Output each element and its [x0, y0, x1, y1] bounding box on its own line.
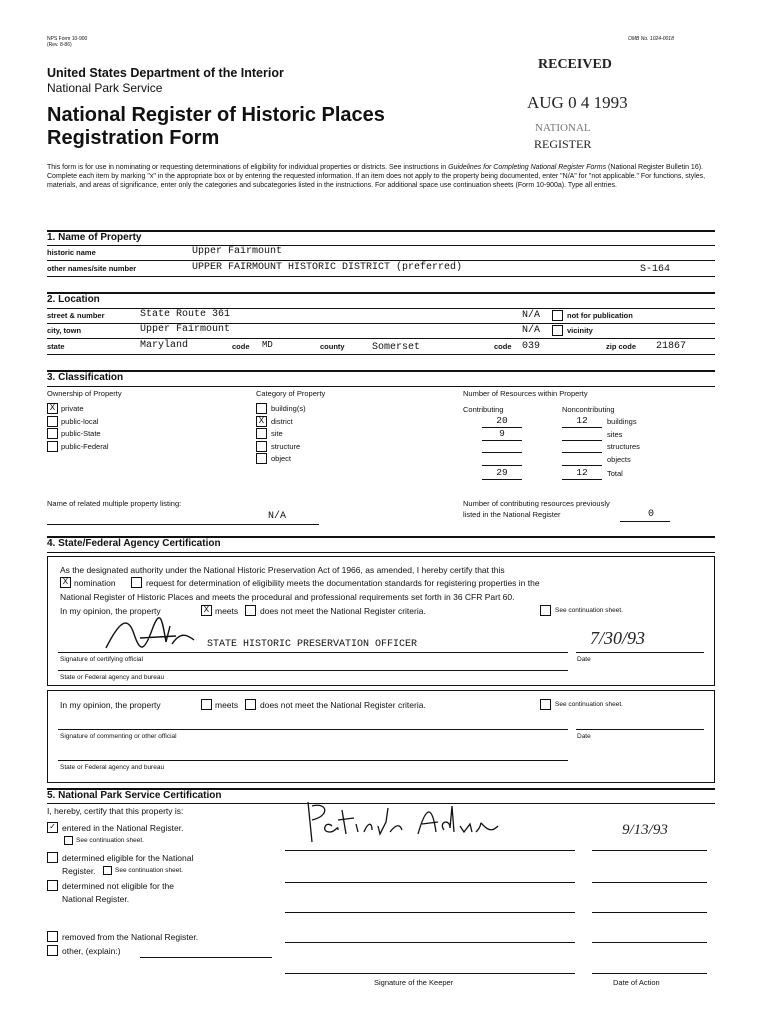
not-eligible-date-line [592, 912, 707, 913]
vicinity-checkbox[interactable] [552, 325, 563, 336]
divider [47, 338, 715, 339]
site-number: S-164 [640, 264, 671, 275]
noncontributing-line [562, 452, 602, 453]
date-label: Date [577, 656, 591, 663]
divider [47, 292, 715, 294]
state-code-label: code [232, 342, 250, 351]
county-label: county [320, 342, 345, 351]
not-for-publication-label: not for publication [567, 311, 633, 320]
section-2-heading: 2. Location [47, 294, 100, 305]
form-number: NPS Form 10-900 [47, 36, 88, 42]
divider [47, 230, 715, 232]
other-label: other, (explain:) [62, 946, 121, 956]
entered-checkbox[interactable]: ✓ [47, 822, 58, 833]
keeper-signature-line [285, 973, 575, 974]
related-listing-value: N/A [268, 511, 287, 522]
continuation2-checkbox[interactable] [540, 699, 551, 710]
signature2-label: Signature of commenting or other official [60, 733, 177, 740]
entered-date-line [592, 850, 707, 851]
agency-line [58, 670, 568, 671]
action-date-value: 9/13/93 [622, 822, 668, 838]
removed-date-line [592, 942, 707, 943]
contributing-count: 20 [496, 415, 508, 426]
signature-title-value: STATE HISTORIC PRESERVATION OFFICER [207, 639, 418, 650]
street-value: State Route 361 [140, 309, 231, 320]
not-eligible-signature-line [285, 912, 575, 913]
department-name: United States Department of the Interior [47, 66, 284, 80]
section-5-heading: 5. National Park Service Certification [47, 790, 222, 801]
state-code-value: MD [262, 340, 273, 350]
agency-label: State or Federal agency and bureau [60, 674, 165, 681]
determined-eligible-checkbox[interactable] [47, 852, 58, 863]
omb-number: OMB No. 1024-0018 [628, 36, 674, 42]
divider [620, 521, 670, 522]
certification-date-value: 7/30/93 [590, 628, 646, 648]
ownership-option-label: private [61, 404, 84, 413]
contributing-line [482, 440, 522, 441]
county-code-value: 039 [522, 341, 541, 352]
keeper-signature [298, 796, 528, 848]
date2-label: Date [577, 733, 591, 740]
category-option-label: district [271, 416, 293, 426]
guidelines-title: Guidelines for Completing National Register Forms [448, 164, 607, 171]
county-code-label: code [494, 342, 512, 351]
instructions-paragraph: This form is for use in nominating or requesting determinations of eligibility for individual properties or districts. See instructions in Guidelines for Completing National Register Forms (National Register Bulletin 16). Complete each item by marking "x" in the appropriate box or by entering the requested information. If an item does not apply to the property being documented, enter "N/A" for "not applicable." For functions, styles, materials, and areas of significance, enter only the categories and subcategories listed in the instructions. For additional space use continuation sheets (Form 10-900a). Type all entries. [47, 164, 706, 189]
request-checkbox[interactable] [131, 577, 142, 588]
meets2-checkbox[interactable] [201, 699, 212, 710]
category-checkbox[interactable] [256, 441, 267, 452]
date2-line [576, 729, 704, 730]
ownership-checkbox[interactable] [47, 416, 58, 427]
signature-line [58, 652, 568, 653]
date-line [576, 652, 704, 653]
contributing-line [482, 452, 522, 453]
divider [47, 354, 715, 355]
contributing-line [482, 465, 522, 466]
zip-value: 21867 [656, 341, 687, 352]
resource-type-label: buildings [607, 417, 637, 426]
contributing-count: 29 [496, 467, 508, 478]
signature-keeper-label: Signature of the Keeper [374, 978, 454, 987]
contributing-header: Contributing [463, 405, 504, 414]
related-listing-label: Name of related multiple property listing: [47, 499, 182, 508]
noncontributing-count: 12 [576, 467, 588, 478]
contributing-count: 9 [499, 427, 505, 439]
divider [47, 370, 715, 372]
noncontributing-line [562, 440, 602, 441]
signature2-line [58, 729, 568, 730]
section-1-heading: 1. Name of Property [47, 232, 142, 243]
vicinity-label: vicinity [567, 326, 593, 335]
signature-label: Signature of certifying official [60, 656, 143, 663]
street-label: street & number [47, 311, 105, 320]
street-na: N/A [522, 310, 541, 321]
ownership-option-label: public-State [61, 429, 101, 438]
state-label: state [47, 342, 65, 351]
received-date: AUG 0 4 1993 [527, 93, 628, 112]
ownership-checkbox[interactable] [47, 441, 58, 452]
divider [47, 276, 715, 277]
determined-eligible-label-2: Register. [62, 866, 96, 876]
opinion2-label: In my opinion, the property [60, 700, 161, 710]
noncontributing-header: Noncontributing [562, 405, 615, 414]
meets2-label: meets [215, 700, 239, 710]
resources-title: Number of Resources within Property [463, 389, 588, 398]
received-stamp: RECEIVED [538, 57, 612, 72]
noncontributing-line [562, 465, 602, 466]
continuation-label: See continuation sheet. [555, 607, 623, 614]
cert-line-3: National Register of Historic Places and meets the procedural and professional requirements set forth in 36 CFR Part 60. [60, 592, 515, 602]
other-names-value: UPPER FAIRMOUNT HISTORIC DISTRICT (preferred) [192, 262, 463, 273]
form-subtitle: Registration Form [47, 127, 220, 149]
noncontributing-line [562, 479, 602, 480]
date-of-action-label: Date of Action [613, 978, 660, 987]
city-na: N/A [522, 325, 541, 336]
category-option-label: object [271, 454, 292, 463]
removed-checkbox[interactable] [47, 931, 58, 942]
noncontributing-line [562, 427, 602, 428]
eligible-signature-line [285, 882, 575, 883]
nomination-checkbox[interactable]: X [60, 577, 71, 588]
ownership-option-label: public-local [61, 416, 99, 426]
stamp-national: NATIONAL [535, 122, 591, 134]
other-explain-line [140, 957, 272, 958]
form-title: National Register of Historic Places [47, 104, 385, 126]
historic-name-label: historic name [47, 248, 96, 257]
certifying-signature [100, 612, 210, 657]
category-checkbox[interactable] [256, 453, 267, 464]
divider [47, 524, 319, 525]
divider [47, 552, 715, 553]
does-not-meet-label: does not meet the National Register criteria. [260, 606, 426, 616]
resource-type-label: structures [607, 442, 640, 451]
service-name: National Park Service [47, 81, 163, 95]
does-not-meet2-checkbox[interactable] [245, 699, 256, 710]
removed-signature-line [285, 942, 575, 943]
determined-eligible-label: determined eligible for the National [62, 853, 194, 863]
determined-not-eligible-label-2: National Register. [62, 894, 130, 904]
other-names-label: other names/site number [47, 264, 137, 273]
continuation2-label: See continuation sheet. [555, 701, 623, 708]
does-not-meet-checkbox[interactable] [245, 605, 256, 616]
request-label: request for determination of eligibility meets the documentation standards for registering properties in the [146, 578, 540, 588]
eligible-continuation-label: See continuation sheet. [115, 867, 183, 874]
divider [47, 260, 715, 261]
eligible-date-line [592, 882, 707, 883]
ownership-option-label: public-Federal [61, 441, 109, 451]
category-option-label: site [271, 429, 283, 438]
action-date-line [592, 973, 707, 974]
section-4-heading: 4. State/Federal Agency Certification [47, 538, 221, 549]
city-value: Upper Fairmount [140, 324, 231, 335]
category-checkbox[interactable] [256, 428, 267, 439]
category-title: Category of Property [256, 389, 326, 398]
continuation-checkbox[interactable] [540, 605, 551, 616]
not-for-publication-checkbox[interactable] [552, 310, 563, 321]
category-option-label: building(s) [271, 404, 306, 413]
meets-label: meets [215, 606, 239, 616]
county-value: Somerset [372, 342, 421, 353]
zip-label: zip code [606, 342, 637, 351]
section-3-heading: 3. Classification [47, 372, 124, 383]
category-checkbox[interactable]: X [256, 416, 267, 427]
removed-label: removed from the National Register. [62, 932, 199, 942]
entered-continuation-checkbox[interactable] [64, 836, 73, 845]
resource-type-label: sites [607, 429, 623, 439]
previously-listed-label-2: listed in the National Register [463, 510, 561, 519]
agency2-label: State or Federal agency and bureau [60, 764, 165, 771]
nomination-label: nomination [74, 578, 116, 588]
opinion-label: In my opinion, the property [60, 606, 161, 616]
resource-type-label: objects [607, 454, 631, 464]
other-checkbox[interactable] [47, 945, 58, 956]
eligible-continuation-checkbox[interactable] [103, 866, 112, 875]
ownership-checkbox[interactable]: X [47, 403, 58, 414]
ownership-checkbox[interactable] [47, 428, 58, 439]
form-revision: (Rev. 8-86) [47, 42, 72, 48]
determined-not-eligible-checkbox[interactable] [47, 880, 58, 891]
does-not-meet2-label: does not meet the National Register criteria. [260, 700, 426, 710]
divider [47, 386, 715, 387]
resource-type-label: Total [607, 469, 623, 478]
entered-label: entered in the National Register. [62, 823, 184, 833]
stamp-register: REGISTER [534, 137, 592, 151]
cert-line-1: As the designated authority under the National Historic Preservation Act of 1966, as amended, I hereby certify that this [60, 565, 505, 575]
divider [47, 245, 715, 246]
agency2-line [58, 760, 568, 761]
city-label: city, town [47, 326, 82, 335]
category-option-label: structure [271, 441, 301, 451]
state-value: Maryland [140, 340, 189, 351]
ownership-title: Ownership of Property [47, 389, 122, 398]
contributing-line [482, 479, 522, 480]
previously-listed-value: 0 [648, 509, 655, 520]
entered-signature-line [285, 850, 575, 851]
determined-not-eligible-label: determined not eligible for the [62, 881, 174, 891]
noncontributing-count: 12 [576, 415, 588, 426]
nps-cert-intro: I, hereby, certify that this property is: [47, 806, 184, 816]
meets-checkbox[interactable]: X [201, 605, 212, 616]
category-checkbox[interactable] [256, 403, 267, 414]
historic-name-value: Upper Fairmount [192, 246, 283, 257]
previously-listed-label-1: Number of contributing resources previously [463, 499, 610, 508]
entered-continuation-label: See continuation sheet. [76, 837, 144, 844]
